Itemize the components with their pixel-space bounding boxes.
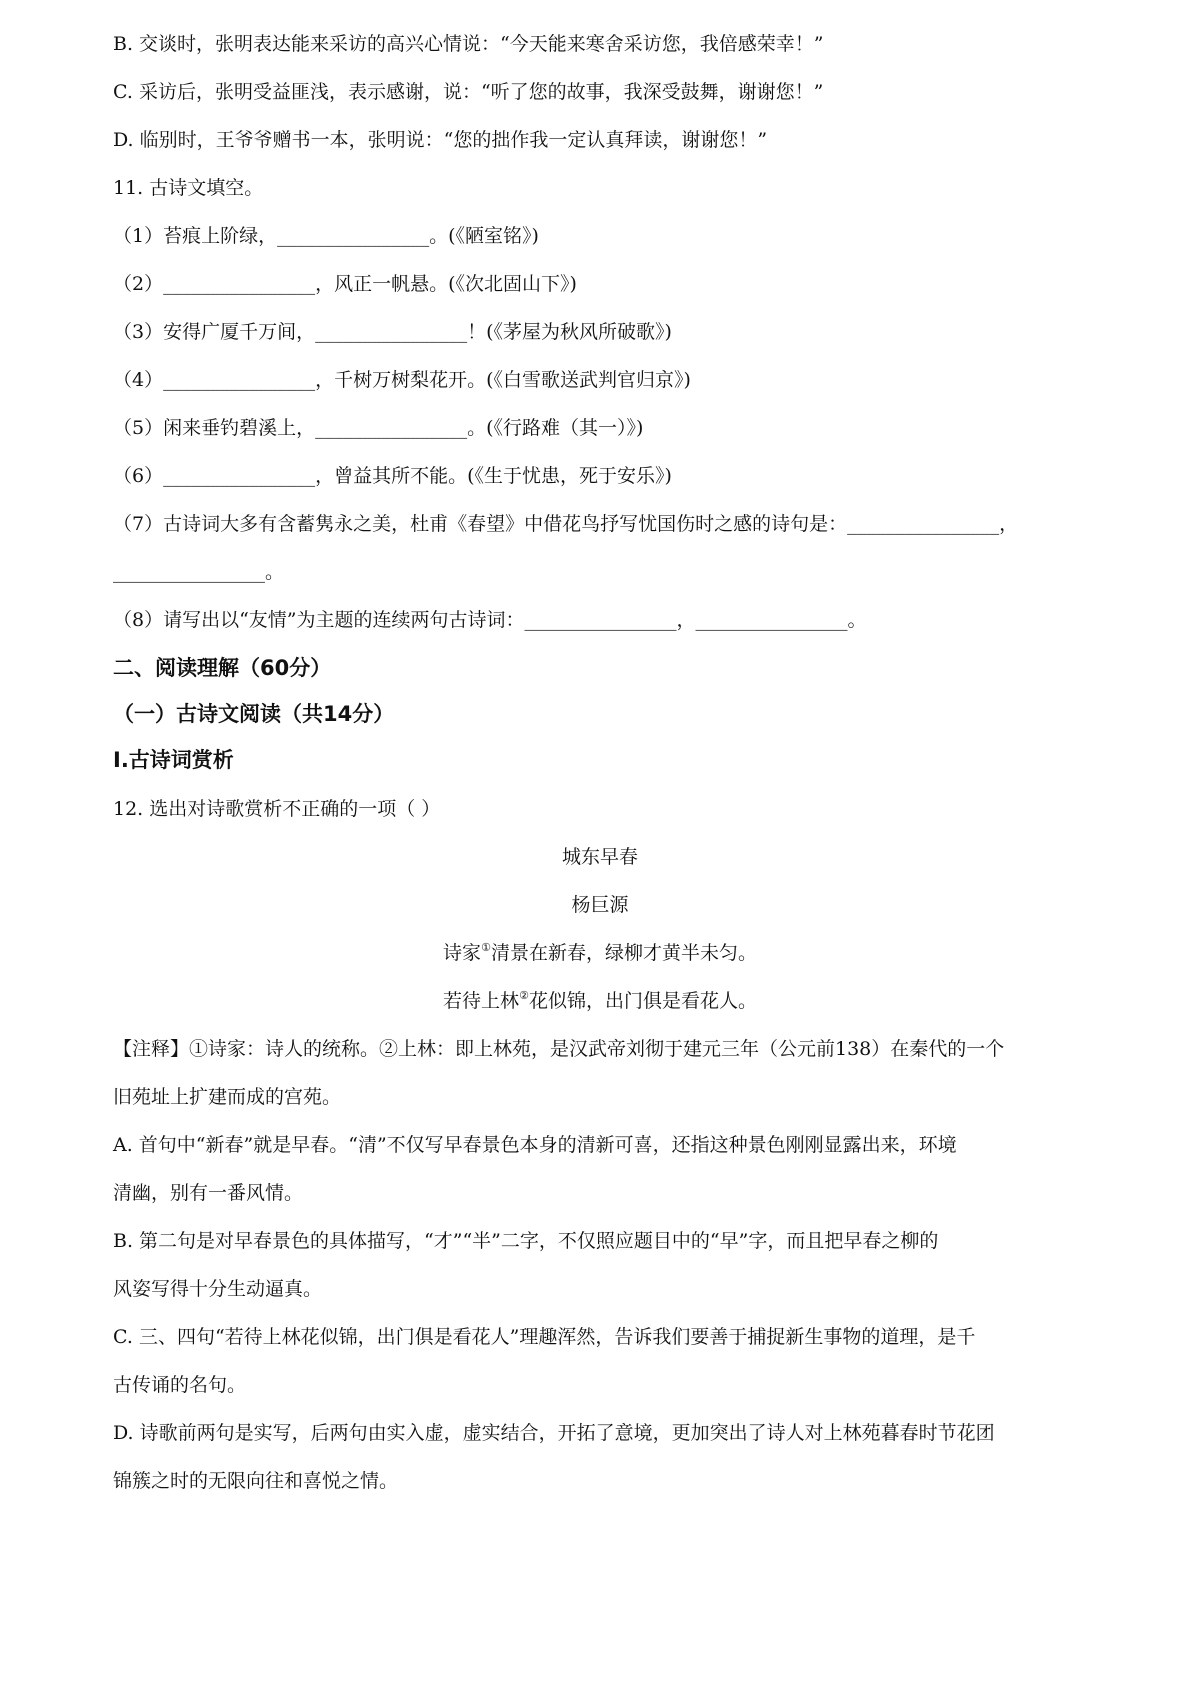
q11-title: 11. 古诗文填空。 — [113, 177, 264, 199]
q11-item-7-cont: ________________。 — [113, 561, 285, 583]
note-marker-2: ② — [519, 989, 529, 1002]
poem-line-2-a: 若待上林 — [443, 990, 520, 1012]
q12-option-c-line-2: 古传诵的名句。 — [113, 1374, 247, 1396]
subsection-1a-title: Ⅰ.古诗词赏析 — [113, 748, 234, 772]
q11-item-6: （6）________________，曾益其所不能。(《生于忧患，死于安乐》) — [113, 465, 672, 487]
q10-option-d: D. 临别时，王爷爷赠书一本，张明说：“您的拙作我一定认真拜读，谢谢您！” — [113, 129, 768, 151]
poem-line-1 — [0, 939, 1200, 967]
notes-line-2: 旧苑址上扩建而成的宫苑。 — [113, 1086, 342, 1108]
q11-item-5: （5）闲来垂钓碧溪上，________________。(《行路难（其一）》) — [113, 417, 644, 439]
q12-option-b-line-2: 风姿写得十分生动逼真。 — [113, 1278, 323, 1300]
poem-line-2-b: 花似锦，出门俱是看花人。 — [528, 990, 757, 1012]
poem-line-2 — [0, 987, 1200, 1015]
q12-option-b-line-1: B. 第二句是对早春景色的具体描写，“才”“半”二字，不仅照应题目中的“早”字，而且把早春之柳的 — [113, 1230, 939, 1252]
q11-item-3: （3）安得广厦千万间，________________！(《茅屋为秋风所破歌》) — [113, 321, 672, 343]
q10-option-c: C. 采访后，张明受益匪浅，表示感谢，说：“听了您的故事，我深受鼓舞，谢谢您！” — [113, 81, 824, 103]
q11-item-4: （4）________________，千树万树梨花开。(《白雪歌送武判官归京》) — [113, 369, 691, 391]
poem-line-1-b: 清景在新春，绿柳才黄半未匀。 — [490, 942, 757, 964]
q12-option-a-line-1: A. 首句中“新春”就是早春。“清”不仅写早春景色本身的清新可喜，还指这种景色刚刚显露出来，环境 — [113, 1134, 957, 1156]
q11-item-1: （1）苔痕上阶绿，________________。(《陋室铭》) — [113, 225, 539, 247]
q10-option-b: B. 交谈时，张明表达能来采访的高兴心情说：“今天能来寒舍采访您，我倍感荣幸！” — [113, 33, 824, 55]
q12-option-d-line-2: 锦簇之时的无限向往和喜悦之情。 — [113, 1470, 399, 1492]
subsection-1-title: （一）古诗文阅读（共14分） — [113, 702, 395, 726]
notes-line-1: 【注释】①诗家：诗人的统称。②上林：即上林苑，是汉武帝刘彻于建元三年（公元前138）在秦代的一个 — [113, 1038, 1005, 1060]
poem-line-1-a: 诗家 — [443, 942, 482, 964]
q11-item-2: （2）________________，风正一帆悬。(《次北固山下》) — [113, 273, 577, 295]
section-2-title: 二、阅读理解（60分） — [113, 656, 332, 680]
poem-author: 杨巨源 — [571, 894, 629, 916]
q12-option-d-line-1: D. 诗歌前两句是实写，后两句由实入虚，虚实结合，开拓了意境，更加突出了诗人对上林苑暮春时节花团 — [113, 1422, 995, 1444]
q12-title: 12. 选出对诗歌赏析不正确的一项（ ） — [113, 798, 441, 820]
q12-option-a-line-2: 清幽，别有一番风情。 — [113, 1182, 304, 1204]
q11-item-7: （7）古诗词大多有含蓄隽永之美，杜甫《春望》中借花鸟抒写忧国伤时之感的诗句是：________________， — [113, 513, 1019, 535]
note-marker-1: ① — [481, 941, 491, 954]
q12-option-c-line-1: C. 三、四句“若待上林花似锦，出门俱是看花人”理趣浑然，告诉我们要善于捕捉新生事物的道理，是千 — [113, 1326, 976, 1348]
q11-item-8: （8）请写出以“友情”为主题的连续两句古诗词：________________，________________。 — [113, 609, 867, 631]
poem-title: 城东早春 — [561, 846, 638, 868]
